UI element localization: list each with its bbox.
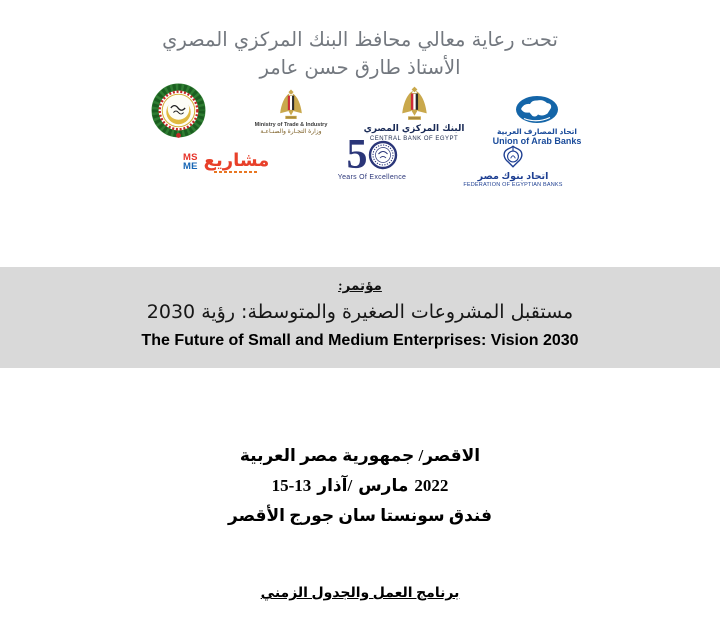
ministry-caption-en: Ministry of Trade & Industry — [254, 122, 328, 128]
event-location: الاقصر/ جمهورية مصر العربية — [239, 446, 481, 465]
event-details — [0, 441, 720, 531]
ministry-trade-industry-logo — [254, 89, 328, 136]
feb-emblem-icon — [499, 144, 527, 169]
federation-egyptian-banks-logo — [460, 144, 566, 189]
feb-caption: FEDERATION OF EGYPTIAN BANKS — [463, 182, 563, 188]
msme-letters-bottom: ME — [183, 160, 198, 172]
arab-league-logo — [149, 83, 207, 140]
msme-tagline-bar — [214, 171, 258, 173]
egypt-eagle-icon — [400, 86, 429, 121]
union-arab-banks-logo — [484, 95, 590, 147]
date-year: 2022 — [414, 476, 449, 495]
msme-letters — [183, 153, 198, 171]
date-range: 15-13 — [271, 476, 312, 495]
fifty-seal-icon — [368, 140, 398, 170]
conference-title-banner — [0, 267, 720, 368]
egypt-eagle-icon — [278, 89, 304, 120]
central-bank-egypt-logo — [363, 86, 465, 143]
conference-title-arabic: مستقبل المشروعات الصغيرة والمتوسطة: رؤية 2030 — [146, 301, 574, 323]
event-venue: فندق سونستا سان جورج الأقصر — [228, 506, 492, 525]
patronage-line1: تحت رعاية معالي محافظ البنك المركزي المصري — [162, 28, 558, 51]
cbe-calligraphy: البنك المركزي المصري — [363, 124, 465, 134]
patronage-line2: الأستاذ طارق حسن عامر — [259, 56, 461, 79]
uab-calligraphy: اتحاد المصارف العربية — [497, 127, 577, 136]
agenda-link[interactable]: برنامج العمل والجدول الزمني — [260, 586, 460, 601]
ministry-caption-ar: وزارة التجـارة والصنـاعـة — [260, 129, 322, 135]
uab-caption: Union of Arab Banks — [492, 136, 582, 146]
fifty-digit: 5 — [346, 132, 368, 178]
feb-calligraphy: اتحاد بنوك مصر — [477, 171, 549, 182]
fifty-caption: Years Of Excellence — [337, 174, 407, 181]
patronage-heading — [0, 26, 720, 82]
date-month-ar: آذار/ — [317, 476, 353, 495]
event-date — [0, 471, 720, 501]
arab-league-emblem-icon — [150, 83, 207, 140]
arab-world-globe-icon — [514, 95, 560, 125]
msme-letters-top: MS — [183, 151, 198, 163]
banner-kicker: مؤتمر: — [338, 278, 382, 293]
cbe-caption: CENTRAL BANK OF EGYPT — [369, 136, 459, 142]
msme-arabic-wordmark: مشاريع — [203, 149, 270, 171]
msme-mashariea-logo — [183, 149, 270, 173]
date-month-ar2: مارس — [358, 476, 409, 495]
conference-title-english: The Future of Small and Medium Enterprises: Vision 2030 — [141, 332, 579, 349]
